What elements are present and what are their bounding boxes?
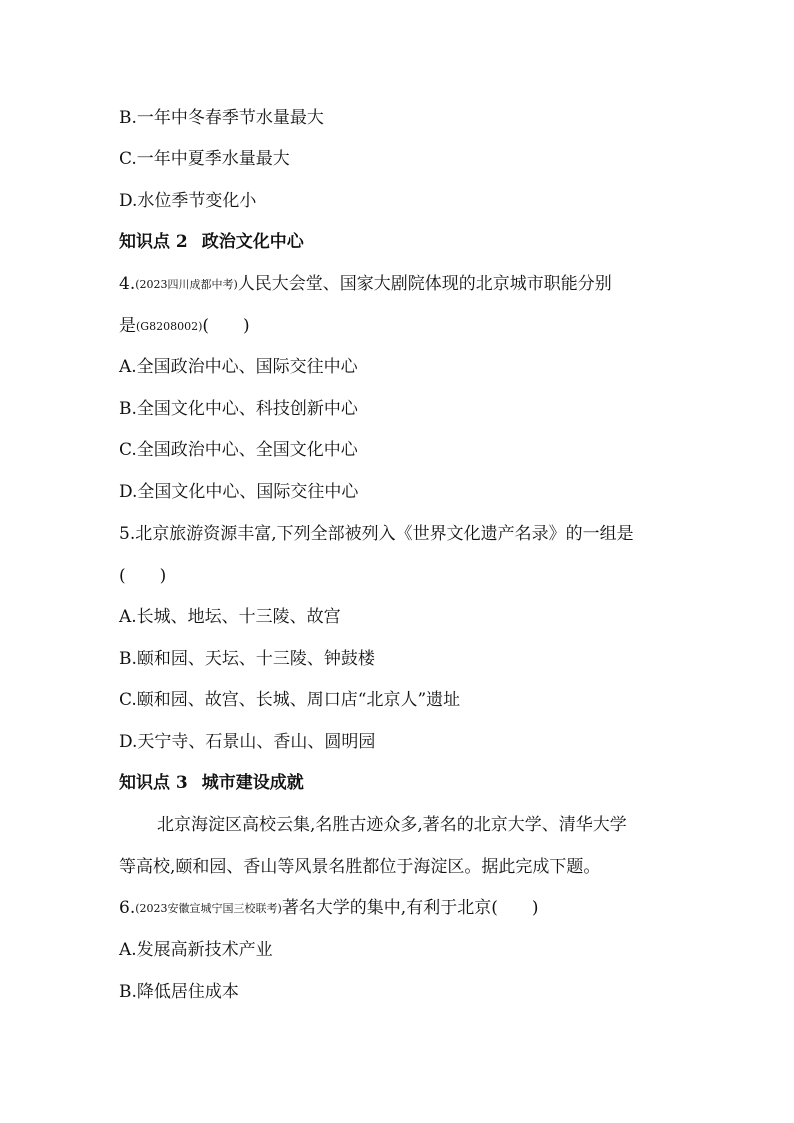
- q5-answer-paren: ( ): [119, 566, 167, 586]
- section-heading-2: [119, 231, 304, 253]
- section-label: 知识点 2: [119, 232, 188, 252]
- question-source: (2023安徽宣城宁国三校联考): [135, 902, 282, 915]
- question-number: 6.: [119, 898, 136, 918]
- q5-option-a: A.长城、地坛、十三陵、故宫: [119, 607, 341, 627]
- section-heading-3: [119, 772, 304, 794]
- q4-option-c: C.全国政治中心、全国文化中心: [119, 440, 358, 460]
- q3-option-c: C.一年中夏季水量最大: [119, 149, 290, 169]
- question-text: 著名大学的集中,有利于北京( ): [281, 898, 539, 918]
- question-number: 4.: [119, 274, 136, 294]
- section-title: 城市建设成就: [201, 773, 304, 793]
- q4-stem-line1: [119, 273, 612, 296]
- q3-option-d: D.水位季节变化小: [119, 191, 257, 211]
- section-label: 知识点 3: [119, 773, 188, 793]
- q5-option-c: C.颐和园、故宫、长城、周口店“北京人”遗址: [119, 690, 461, 710]
- q6-option-b: B.降低居住成本: [119, 982, 239, 1002]
- question-text-cont: 是: [119, 316, 136, 336]
- q5-option-b: B.颐和园、天坛、十三陵、钟鼓楼: [119, 649, 375, 669]
- q4-option-b: B.全国文化中心、科技创新中心: [119, 399, 358, 419]
- q4-stem-line2: [119, 315, 250, 338]
- answer-paren: ( ): [202, 316, 250, 336]
- passage-line-1: 北京海淀区高校云集,名胜古迹众多,著名的北京大学、清华大学: [157, 815, 627, 835]
- question-text: 人民大会堂、国家大剧院体现的北京城市职能分别: [237, 274, 612, 294]
- section-title: 政治文化中心: [201, 232, 304, 252]
- q5-option-d: D.天宁寺、石景山、香山、圆明园: [119, 732, 376, 752]
- question-source: (2023四川成都中考): [135, 278, 238, 291]
- q5-stem: 5.北京旅游资源丰富,下列全部被列入《世界文化遗产名录》的一组是: [119, 524, 634, 544]
- q3-option-b: B.一年中冬春季节水量最大: [119, 108, 324, 128]
- question-code: (G8208002): [136, 320, 203, 333]
- q6-option-a: A.发展高新技术产业: [119, 940, 273, 960]
- q4-option-d: D.全国文化中心、国际交往中心: [119, 482, 359, 502]
- q6-stem: [119, 897, 538, 920]
- passage-line-2: 等高校,颐和园、香山等风景名胜都位于海淀区。据此完成下题。: [119, 857, 601, 877]
- q4-option-a: A.全国政治中心、国际交往中心: [119, 357, 358, 377]
